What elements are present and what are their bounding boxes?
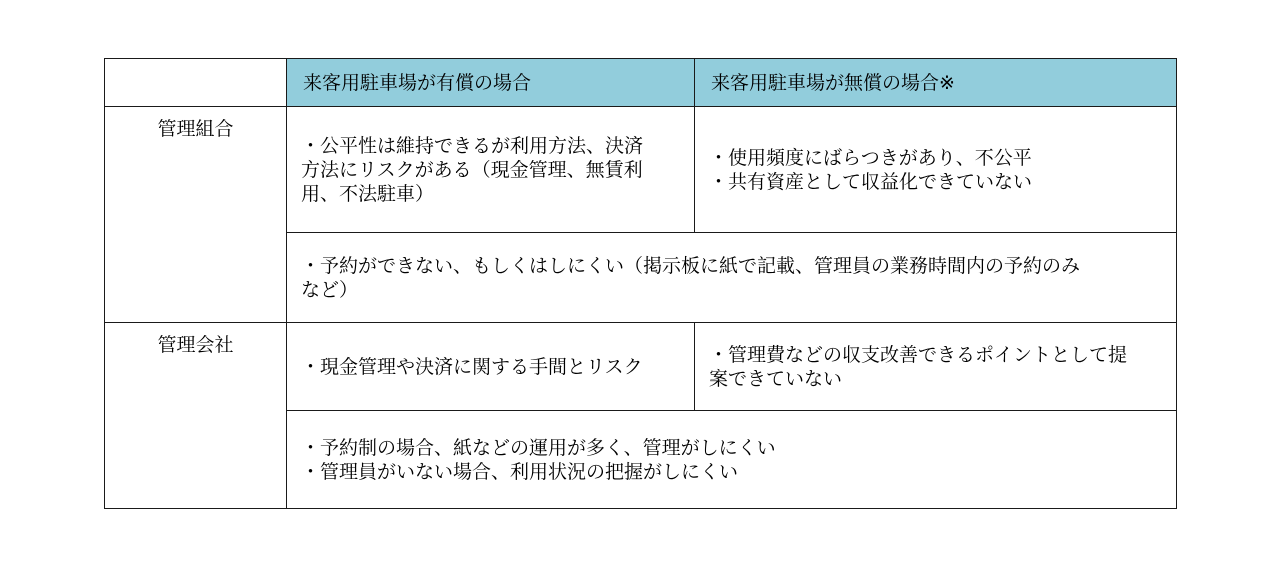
kumiai-paid-line: ・公平性は維持できるが利用方法、決済 [301, 134, 644, 157]
kaisha-paid-cell [287, 323, 695, 411]
kaisha-paid-line: ・現金管理や決済に関する手間とリスク [301, 355, 643, 378]
kumiai-row-1 [105, 107, 1177, 233]
header-paid-parking: 来客用駐車場が有償の場合 [287, 59, 695, 107]
row-label-kanri-kumiai: 管理組合 [105, 107, 287, 323]
header-free-parking: 来客用駐車場が無償の場合※ [695, 59, 1177, 107]
kumiai-paid-line: 用、不法駐車） [301, 182, 435, 205]
header-empty-cell [105, 59, 287, 107]
header-row [105, 59, 1177, 107]
kumiai-paid-cell [287, 107, 695, 233]
kumiai-free-line: ・共有資産として収益化できていない [709, 170, 1033, 193]
row-label-kanri-kaisha: 管理会社 [105, 323, 287, 509]
kaisha-common-line: ・管理員がいない場合、利用状況の把握がしにくい [301, 460, 739, 483]
kaisha-free-line: 案できていない [709, 367, 843, 390]
kaisha-free-line: ・管理費などの収支改善できるポイントとして提 [709, 343, 1128, 366]
kumiai-free-cell [695, 107, 1177, 233]
kumiai-paid-line: 方法にリスクがある（現金管理、無賃利 [301, 158, 643, 181]
kumiai-common-line: など） [301, 278, 359, 301]
kaisha-free-cell [695, 323, 1177, 411]
kumiai-free-line: ・使用頻度にばらつきがあり、不公平 [709, 146, 1032, 169]
kaisha-row-1 [105, 323, 1177, 411]
kumiai-common-line: ・予約ができない、もしくはしにくい（掲示板に紙で記載、管理員の業務時間内の予約のみ [301, 254, 1081, 277]
comparison-table [104, 58, 1177, 509]
kaisha-common-line: ・予約制の場合、紙などの運用が多く、管理がしにくい [301, 436, 776, 459]
kumiai-common-cell [287, 233, 1177, 323]
kaisha-common-cell [287, 411, 1177, 509]
